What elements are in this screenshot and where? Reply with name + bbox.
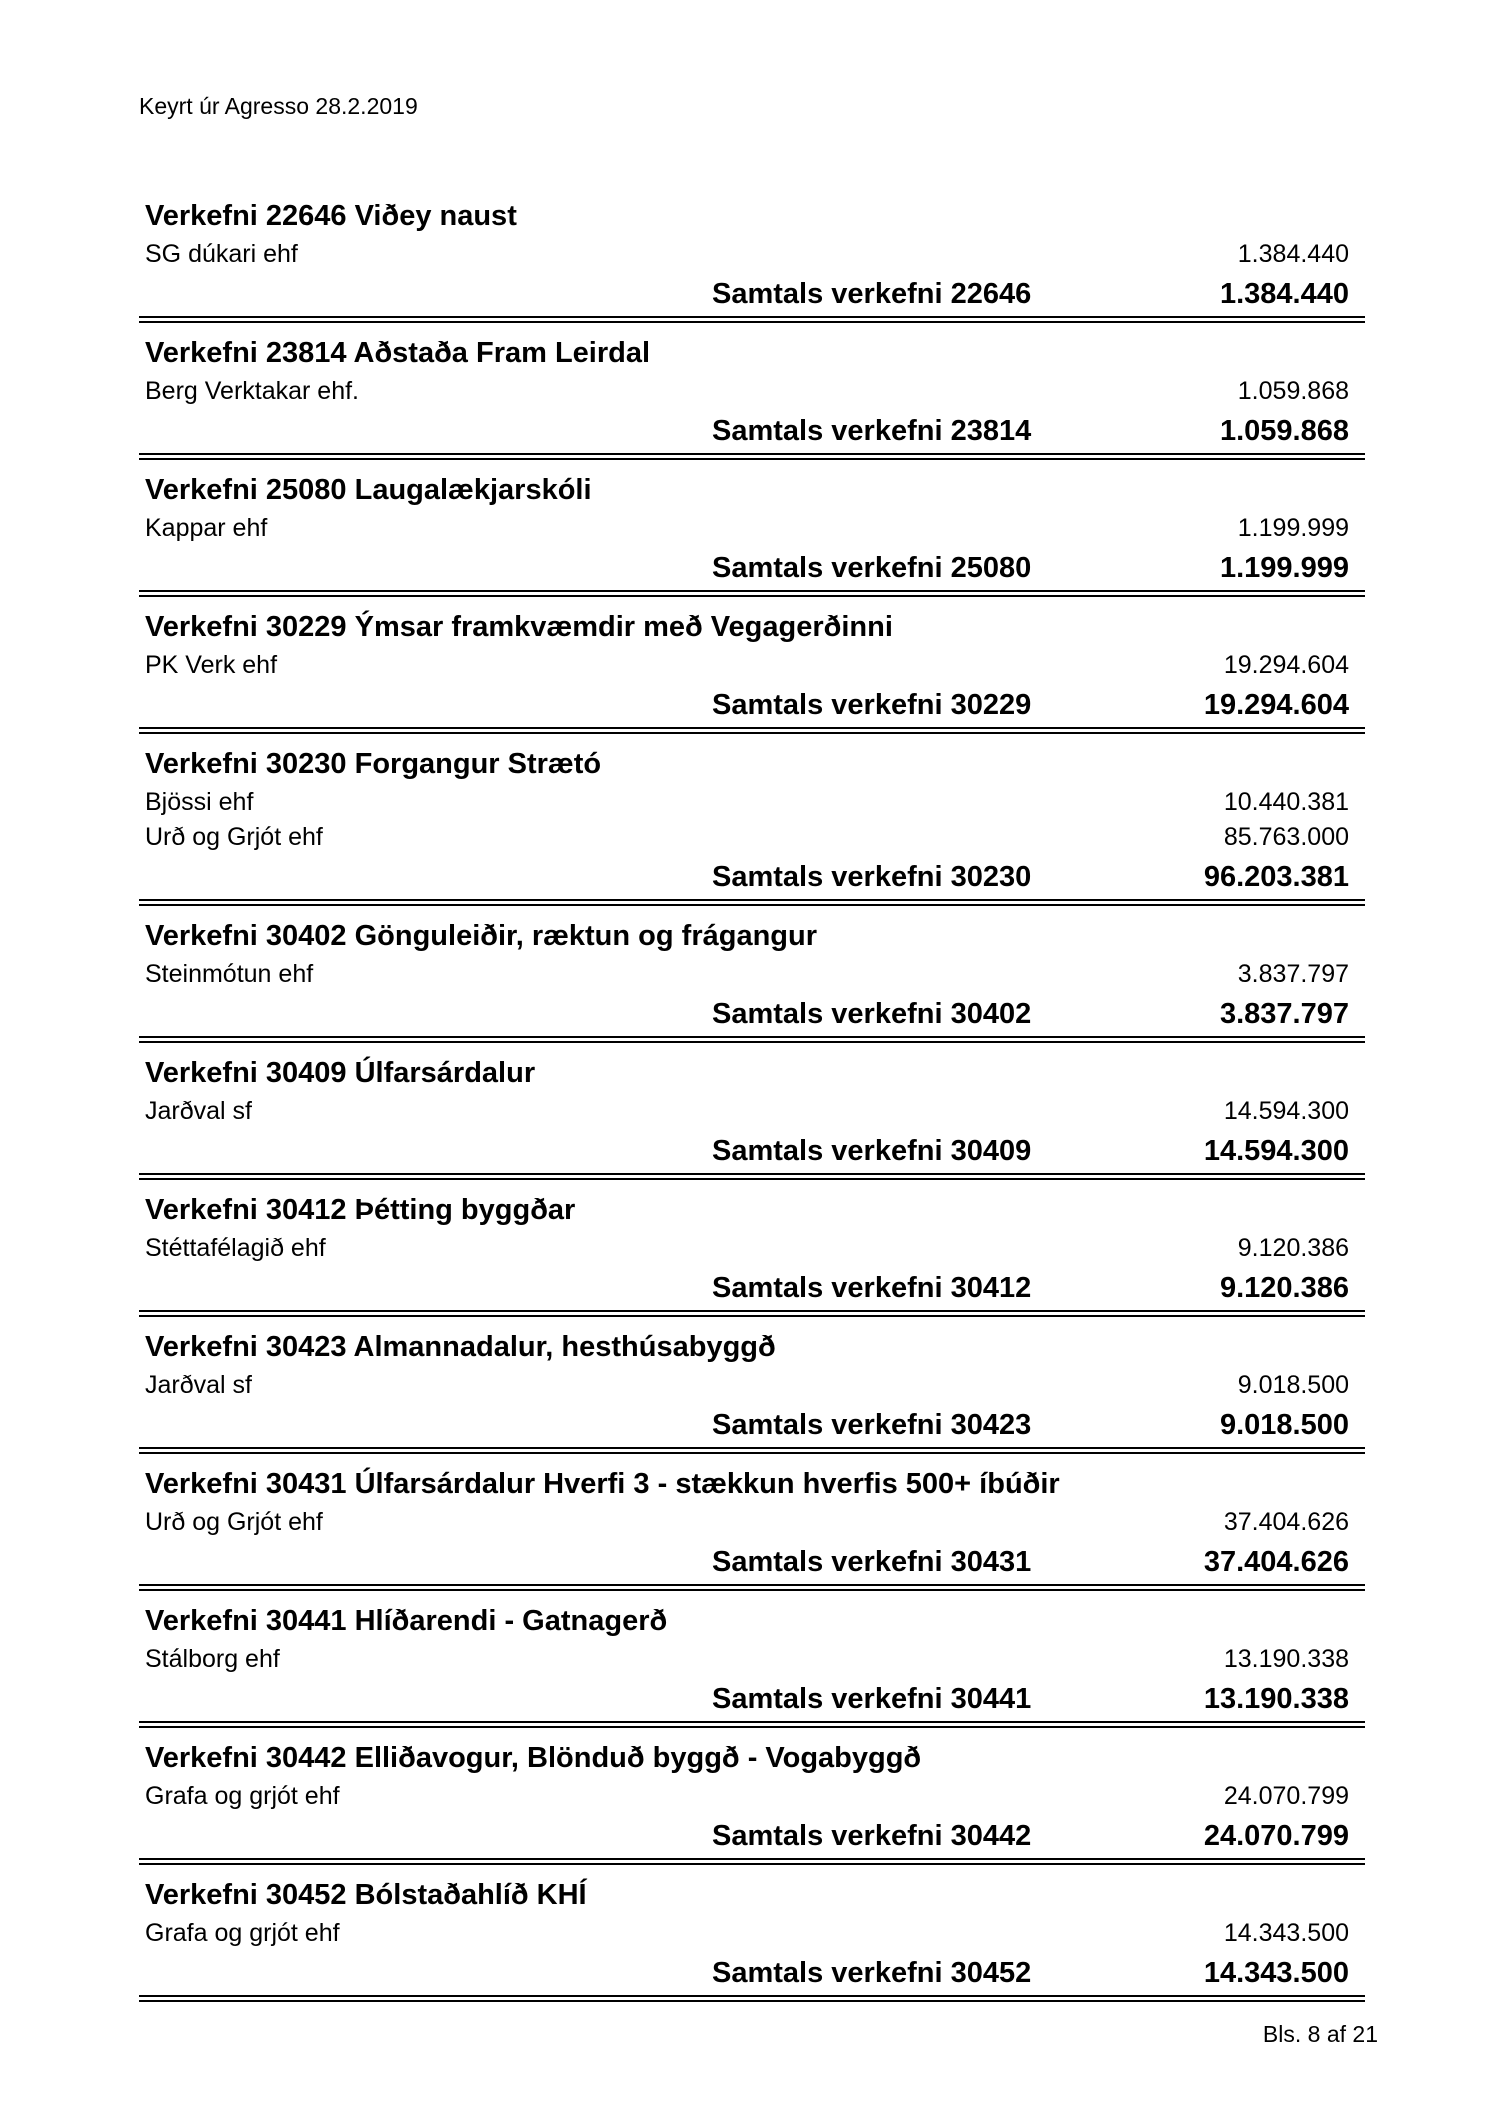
project-title: Verkefni 30441 Hlíðarendi - Gatnagerð bbox=[145, 1605, 668, 1637]
contractor-row bbox=[139, 957, 1365, 992]
total-label: Samtals verkefni 30409 bbox=[712, 1135, 1032, 1167]
contractor-name: Steinmótun ehf bbox=[145, 960, 314, 988]
project-total-row bbox=[139, 1540, 1365, 1591]
contractor-row bbox=[139, 1642, 1365, 1677]
contractor-row bbox=[139, 1368, 1365, 1403]
project-title: Verkefni 30452 Bólstaðahlíð KHÍ bbox=[145, 1879, 587, 1911]
project-section bbox=[139, 332, 1365, 460]
project-total-row bbox=[139, 272, 1365, 323]
contractor-row bbox=[139, 237, 1365, 272]
contractor-row bbox=[139, 1916, 1365, 1951]
project-section bbox=[139, 1600, 1365, 1728]
contractor-name: Bjössi ehf bbox=[145, 788, 254, 816]
contractor-name: Urð og Grjót ehf bbox=[145, 1508, 323, 1536]
contractor-name: Grafa og grjót ehf bbox=[145, 1919, 340, 1947]
total-spacer bbox=[139, 683, 712, 727]
total-spacer bbox=[139, 1951, 712, 1995]
project-section bbox=[139, 1874, 1365, 2002]
project-total-row bbox=[139, 683, 1365, 734]
page-number: Bls. 8 af 21 bbox=[1262, 2021, 1378, 2047]
project-section bbox=[139, 606, 1365, 734]
total-spacer bbox=[139, 272, 712, 316]
project-section bbox=[139, 1189, 1365, 1317]
total-label: Samtals verkefni 30423 bbox=[712, 1409, 1032, 1441]
project-title: Verkefni 30229 Ýmsar framkvæmdir með Vegagerðinni bbox=[145, 611, 893, 643]
project-section bbox=[139, 469, 1365, 597]
total-amount: 24.070.799 bbox=[1203, 1820, 1349, 1852]
contractor-amount: 10.440.381 bbox=[1223, 788, 1349, 816]
total-amount: 9.120.386 bbox=[1219, 1272, 1349, 1304]
contractor-row bbox=[139, 1094, 1365, 1129]
total-label: Samtals verkefni 30412 bbox=[712, 1272, 1032, 1304]
total-spacer bbox=[139, 1129, 712, 1173]
total-label: Samtals verkefni 22646 bbox=[712, 278, 1032, 310]
project-title: Verkefni 30442 Elliðavogur, Blönduð byggð - Vogabyggð bbox=[145, 1742, 922, 1774]
contractor-name: SG dúkari ehf bbox=[145, 240, 298, 268]
total-amount: 14.343.500 bbox=[1203, 1957, 1349, 1989]
contractor-amount: 1.384.440 bbox=[1237, 240, 1349, 268]
project-total-row bbox=[139, 992, 1365, 1043]
contractor-amount: 1.199.999 bbox=[1237, 514, 1349, 542]
project-title: Verkefni 30431 Úlfarsárdalur Hverfi 3 - stækkun hverfis 500+ íbúðir bbox=[145, 1468, 1060, 1500]
project-total-row bbox=[139, 1951, 1365, 2002]
total-label: Samtals verkefni 30441 bbox=[712, 1683, 1032, 1715]
contractor-amount: 1.059.868 bbox=[1237, 377, 1349, 405]
contractor-amount: 85.763.000 bbox=[1223, 823, 1349, 851]
project-section bbox=[139, 1326, 1365, 1454]
contractor-name: Urð og Grjót ehf bbox=[145, 823, 323, 851]
contractor-name: PK Verk ehf bbox=[145, 651, 278, 679]
total-spacer bbox=[139, 1403, 712, 1447]
total-spacer bbox=[139, 992, 712, 1036]
project-total-row bbox=[139, 1129, 1365, 1180]
total-amount: 37.404.626 bbox=[1203, 1546, 1349, 1578]
total-amount: 3.837.797 bbox=[1219, 998, 1349, 1030]
contractor-row bbox=[139, 648, 1365, 683]
project-title: Verkefni 30230 Forgangur Strætó bbox=[145, 748, 602, 780]
contractor-row bbox=[139, 1231, 1365, 1266]
contractor-name: Stálborg ehf bbox=[145, 1645, 280, 1673]
contractor-name: Grafa og grjót ehf bbox=[145, 1782, 340, 1810]
project-title: Verkefni 30412 Þétting byggðar bbox=[145, 1194, 576, 1226]
total-label: Samtals verkefni 23814 bbox=[712, 415, 1032, 447]
total-label: Samtals verkefni 30229 bbox=[712, 689, 1032, 721]
total-spacer bbox=[139, 1814, 712, 1858]
project-total-row bbox=[139, 1403, 1365, 1454]
contractor-row bbox=[139, 374, 1365, 409]
project-total-row bbox=[139, 546, 1365, 597]
project-title: Verkefni 25080 Laugalækjarskóli bbox=[145, 474, 592, 506]
project-total-row bbox=[139, 409, 1365, 460]
total-spacer bbox=[139, 546, 712, 590]
project-total-row bbox=[139, 1814, 1365, 1865]
contractor-amount: 14.343.500 bbox=[1223, 1919, 1349, 1947]
contractor-amount: 14.594.300 bbox=[1223, 1097, 1349, 1125]
project-title: Verkefni 30409 Úlfarsárdalur bbox=[145, 1057, 536, 1089]
contractor-row bbox=[139, 1779, 1365, 1814]
total-amount: 19.294.604 bbox=[1203, 689, 1349, 721]
project-section bbox=[139, 915, 1365, 1043]
contractor-amount: 19.294.604 bbox=[1223, 651, 1349, 679]
project-title: Verkefni 30402 Gönguleiðir, ræktun og frágangur bbox=[145, 920, 817, 952]
contractor-amount: 24.070.799 bbox=[1223, 1782, 1349, 1810]
project-title: Verkefni 30423 Almannadalur, hesthúsabyggð bbox=[145, 1331, 776, 1363]
contractor-row bbox=[139, 511, 1365, 546]
total-amount: 9.018.500 bbox=[1219, 1409, 1349, 1441]
project-total-row bbox=[139, 855, 1365, 906]
project-section bbox=[139, 743, 1365, 906]
project-sections bbox=[139, 195, 1365, 2011]
total-amount: 13.190.338 bbox=[1203, 1683, 1349, 1715]
contractor-row bbox=[139, 1505, 1365, 1540]
contractor-amount: 3.837.797 bbox=[1237, 960, 1349, 988]
total-spacer bbox=[139, 409, 712, 453]
total-amount: 1.384.440 bbox=[1219, 278, 1349, 310]
project-section bbox=[139, 1052, 1365, 1180]
contractor-name: Jarðval sf bbox=[145, 1371, 252, 1399]
contractor-amount: 9.120.386 bbox=[1237, 1234, 1349, 1262]
total-label: Samtals verkefni 30452 bbox=[712, 1957, 1032, 1989]
total-amount: 14.594.300 bbox=[1203, 1135, 1349, 1167]
report-source-note: Keyrt úr Agresso 28.2.2019 bbox=[139, 93, 418, 119]
project-section bbox=[139, 195, 1365, 323]
contractor-name: Stéttafélagið ehf bbox=[145, 1234, 326, 1262]
contractor-name: Berg Verktakar ehf. bbox=[145, 377, 360, 405]
contractor-row bbox=[139, 785, 1365, 820]
project-total-row bbox=[139, 1266, 1365, 1317]
project-title: Verkefni 23814 Aðstaða Fram Leirdal bbox=[145, 337, 651, 369]
total-spacer bbox=[139, 855, 712, 899]
contractor-name: Jarðval sf bbox=[145, 1097, 252, 1125]
total-label: Samtals verkefni 30230 bbox=[712, 861, 1032, 893]
total-amount: 96.203.381 bbox=[1203, 861, 1349, 893]
total-label: Samtals verkefni 25080 bbox=[712, 552, 1032, 584]
total-label: Samtals verkefni 30442 bbox=[712, 1820, 1032, 1852]
total-amount: 1.059.868 bbox=[1219, 415, 1349, 447]
contractor-name: Kappar ehf bbox=[145, 514, 268, 542]
total-spacer bbox=[139, 1677, 712, 1721]
contractor-amount: 9.018.500 bbox=[1237, 1371, 1349, 1399]
project-section bbox=[139, 1463, 1365, 1591]
total-spacer bbox=[139, 1266, 712, 1310]
project-title: Verkefni 22646 Viðey naust bbox=[145, 200, 517, 232]
contractor-row bbox=[139, 820, 1365, 855]
total-label: Samtals verkefni 30431 bbox=[712, 1546, 1032, 1578]
total-label: Samtals verkefni 30402 bbox=[712, 998, 1032, 1030]
contractor-amount: 37.404.626 bbox=[1223, 1508, 1349, 1536]
contractor-amount: 13.190.338 bbox=[1223, 1645, 1349, 1673]
total-spacer bbox=[139, 1540, 712, 1584]
total-amount: 1.199.999 bbox=[1219, 552, 1349, 584]
project-section bbox=[139, 1737, 1365, 1865]
project-total-row bbox=[139, 1677, 1365, 1728]
